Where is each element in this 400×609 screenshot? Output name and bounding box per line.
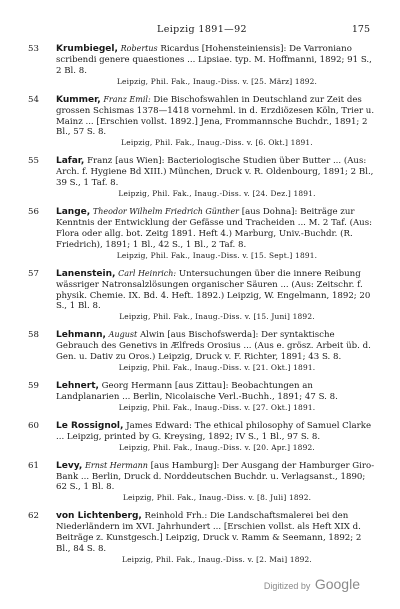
entry-note: Leipzig, Phil. Fak., Inaug.-Diss. v. [27. Okt.] 1891. (118, 402, 316, 412)
google-logo: Google (314, 576, 360, 592)
entry-author: Lanenstein, (56, 268, 116, 279)
entry-number: 61 (28, 460, 39, 471)
entry-author: Krumbiegel, (56, 44, 118, 54)
entry-rest: James Edward: The ethical philosophy of Samuel Clarke ... Leipzig, printed by G. Kreysing, 1892; IV S., 1 Bl., 97 S. 8. (56, 420, 372, 442)
entry-text (56, 207, 378, 251)
page-header (26, 0, 378, 44)
entry-author: Kummer, (56, 94, 101, 105)
digitized-by-watermark (264, 576, 360, 594)
list-item (26, 330, 378, 373)
entry-number: 59 (28, 381, 39, 392)
list-item (26, 511, 378, 565)
entry-number: 54 (28, 94, 39, 105)
entry-given-name: Ernst Hermann (85, 460, 148, 470)
entry-rest: Alwin [aus Bischofswerda]: Der syntaktische Gebrauch des Genetivs in Ælfreds Orosius ... (Aus e. grösz. Arbeit üb. d. Gen. u. Dativ zu Oros.) Leipzig, Druck v. F. Richter, 1891; 43 S. 8. (56, 330, 371, 363)
entry-text (56, 461, 378, 494)
entry-author: Lehnert, (56, 381, 99, 392)
entry-list (26, 44, 378, 565)
entry-text (56, 511, 378, 555)
list-item (26, 461, 378, 504)
entry-rest: Reinhold Frh.: Die Landschaftsmalerei bei den Niederländern im XVI. Jahrhundert ... [Erschien vollst. als Heft XIX d. Beiträge z. Kunstgesch.] Leipzig, Druck v. Ramm & Seemann, 1892; 2 Bl., 84 S. 8. (56, 511, 362, 555)
entry-note: Leipzig, Phil. Fak., Inaug.-Diss. v. [24. Dez.] 1891. (118, 189, 316, 199)
entry-number: 53 (28, 44, 39, 54)
entry-text (56, 330, 378, 363)
page-number: 175 (351, 24, 370, 35)
entry-author: Lehmann, (56, 330, 106, 341)
entry-text (56, 95, 378, 139)
entry-text (56, 269, 378, 313)
entry-given-name: Theodor Wilhelm Friedrich Günther (92, 207, 240, 217)
entry-number: 56 (28, 207, 39, 218)
running-title: Leipzig 1891—92 (157, 24, 247, 35)
entry-rest: [aus Dohna]: Beiträge zur Kenntnis der Entwicklung der Gefässe und Tracheiden ... M. 2 Taf. (Aus: Flora oder allg. bot. Zeitg 1891. Heft 4.) Marburg, Univ.-Buchdr. (R. Friedrich), 1891; 1 Bl., 42 S., 1 Bl., 2 Taf. 8. (56, 207, 373, 250)
entry-text (56, 381, 378, 403)
entry-note: Leipzig, Phil. Fak., Inaug.-Diss. v. [6. Okt.] 1891. (121, 138, 313, 148)
list-item (26, 269, 378, 323)
entry-rest: Untersuchungen über die innere Reibung wässriger Natronsalzlösungen organischer Säuren ... (Aus: Zeitschr. f. physik. Chemie. IX. Bd. 4. Heft. 1892.) Leipzig, W. Engelmann, 1892; 20 S., 1 Bl. 8. (56, 268, 371, 312)
list-item (26, 381, 378, 413)
entry-rest: Die Bischofswahlen in Deutschland zur Zeit des grossen Schismas 1378—1418 vornehml. in d. Erzdiözesen Köln, Trier u. Mainz ... [Erschien vollst. 1892.] Jena, Frommannsche Buchdr., 1891; 2 Bl., 57 S. 8. (56, 94, 375, 138)
entry-text (56, 421, 378, 443)
entry-given-name: Franz Emil: (103, 94, 151, 104)
list-item (26, 44, 378, 87)
list-item (26, 156, 378, 199)
entry-number: 58 (28, 330, 39, 341)
entry-note: Leipzig, Phil. Fak., Inaug.-Diss. v. [2. Mai] 1892. (122, 555, 312, 564)
entry-rest: Georg Hermann [aus Zittau]: Beobachtungen an Landplanarien ... Berlin, Nicolaische Verl.-Buchh., 1891; 47 S. 8. (56, 381, 338, 402)
entry-note: Leipzig, Phil. Fak., Inaug.-Diss. v. [25. März] 1892. (116, 76, 318, 86)
list-item (26, 95, 378, 149)
entry-author: Lange, (56, 207, 91, 218)
list-item (26, 421, 378, 453)
entry-note: Leipzig, Phil. Fak., Inaug.-Diss. v. [15. Juni] 1892. (119, 312, 315, 322)
entry-given-name: Carl Heinrich: (118, 268, 177, 278)
watermark-prefix: Digitized by (263, 581, 311, 591)
entry-number: 57 (28, 268, 39, 279)
entry-note: Leipzig, Phil. Fak., Inaug.-Diss. v. [21. Okt.] 1891. (118, 363, 316, 373)
entry-author: Le Rossignol, (56, 420, 124, 431)
entry-note: Leipzig, Phil. Fak., Inaug.-Diss. v. [20. Apr.] 1892. (119, 442, 315, 452)
list-item (26, 207, 378, 261)
entry-rest: Franz [aus Wien]: Bacteriologische Studien über Butter ... (Aus: Arch. f. Hygiene Bd XIII.) München, Druck v. R. Oldenbourg, 1891; 2 Bl., 39 S., 1 Taf. 8. (56, 156, 374, 189)
entry-number: 55 (28, 156, 39, 167)
entry-number: 60 (28, 420, 39, 431)
entry-given-name: August (108, 330, 138, 340)
entry-number: 62 (28, 511, 39, 522)
entry-author: Lafar, (56, 156, 85, 167)
entry-text (56, 156, 378, 189)
entry-author: von Lichtenberg, (56, 511, 142, 522)
entry-author: Levy, (56, 460, 83, 471)
entry-note: Leipzig, Phil. Fak., Inaug.-Diss. v. [8. Juli] 1892. (122, 493, 312, 503)
entry-rest: [aus Hamburg]: Der Ausgang der Hamburger Giro-Bank ... Berlin, Druck d. Norddeutschen Buchdr. u. Verlagsanst., 1890; 62 S., 1 Bl. 8. (56, 460, 375, 493)
entry-text (56, 44, 378, 77)
entry-rest: Ricardus [Hohensteiniensis]: De Varroniano scribendi genere quaestiones ... Lipsiae. typ. M. Hoffmanni, 1892; 91 S., 2 Bl. 8. (56, 44, 372, 76)
entry-given-name: Robertus (120, 44, 158, 53)
entry-note: Leipzig, Phil. Fak., Inaug.-Diss. v. [15. Sept.] 1891. (116, 250, 318, 260)
